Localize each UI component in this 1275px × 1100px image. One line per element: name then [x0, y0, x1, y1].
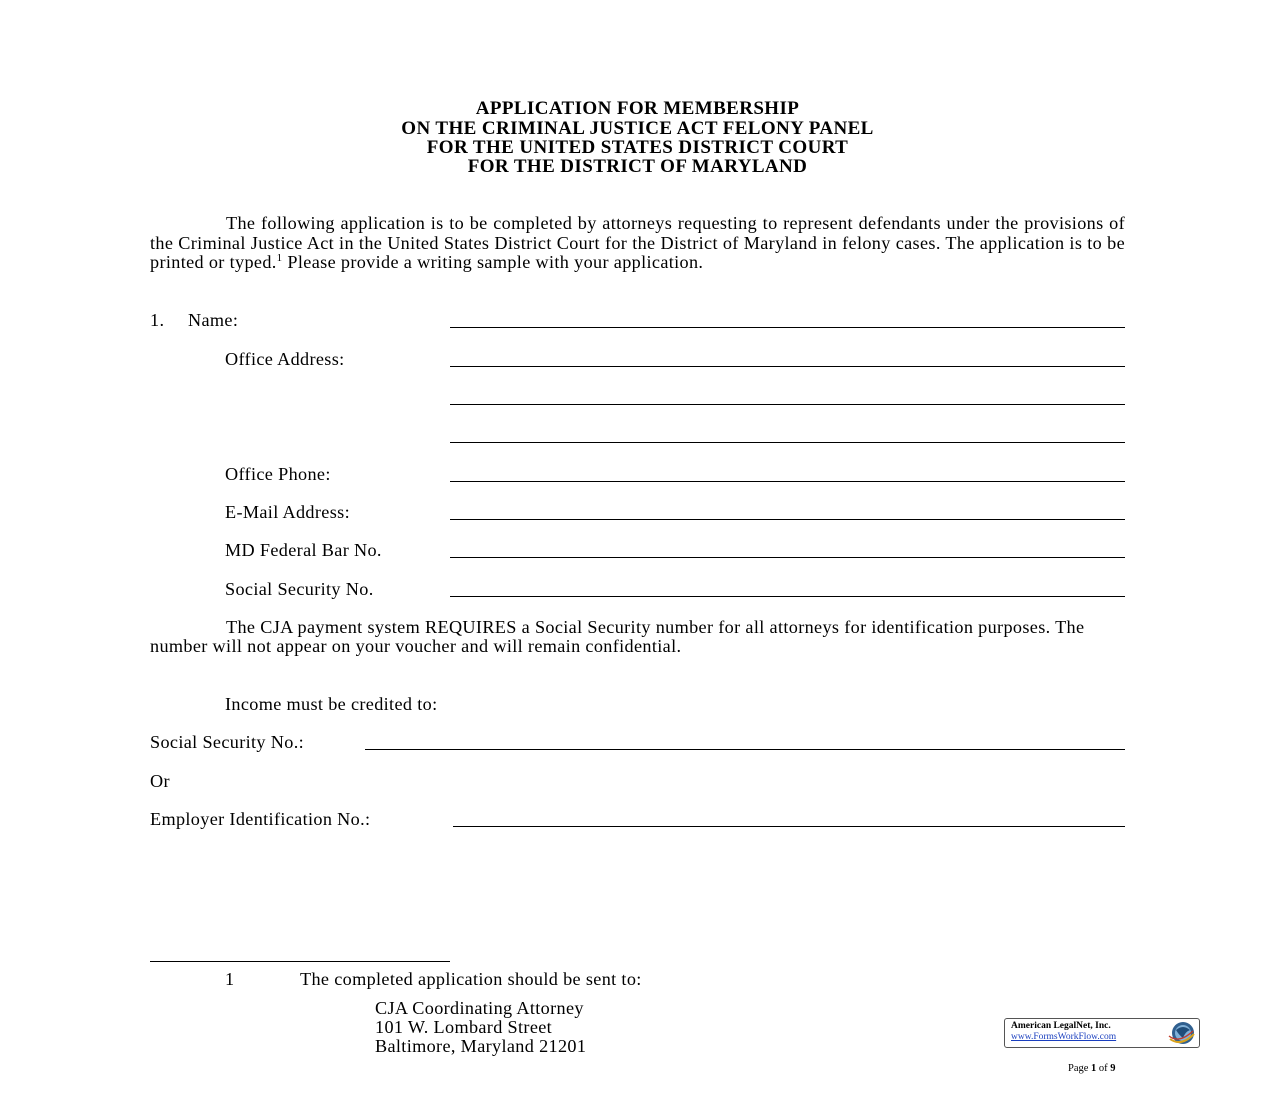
- mailing-address-line-1: CJA Coordinating Attorney: [375, 998, 584, 1018]
- intro-text: The following application is to be completed by attorneys requesting to represent defendants under the provisions of the Criminal Justice Act in the United States District Court for the District of Maryland in felony cases. The application is to be printed or typed.: [150, 213, 1125, 272]
- office-phone-field[interactable]: [450, 481, 1125, 482]
- md-federal-bar-field[interactable]: [450, 557, 1125, 558]
- intro-text-continued: Please provide a writing sample with your application.: [282, 252, 704, 272]
- email-field[interactable]: [450, 519, 1125, 520]
- page-of: of: [1098, 1063, 1108, 1074]
- intro-paragraph: [150, 214, 1125, 276]
- ssn-requirement-note: [150, 618, 1125, 656]
- ssn-requirement-text: The CJA payment system REQUIRES a Social Security number for all attorneys for identification purposes. The number will not appear on your voucher and will remain confidential.: [150, 617, 1085, 656]
- page-number: [1068, 1063, 1116, 1074]
- income-ssn-field[interactable]: [365, 749, 1125, 750]
- office-phone-label: Office Phone:: [225, 464, 331, 484]
- ein-field[interactable]: [453, 826, 1125, 827]
- item-number: 1.: [150, 310, 165, 330]
- ein-label: Employer Identification No.:: [150, 809, 371, 829]
- header-line-3: FOR THE UNITED STATES DISTRICT COURT: [426, 137, 849, 158]
- office-address-field-line-3[interactable]: [450, 442, 1125, 443]
- office-address-field-line-1[interactable]: [450, 366, 1125, 367]
- footnote-number: 1: [225, 969, 235, 989]
- page-current: 1: [1091, 1063, 1097, 1074]
- header-line-1: APPLICATION FOR MEMBERSHIP: [475, 98, 800, 119]
- name-label: Name:: [188, 310, 239, 330]
- header-line-2: ON THE CRIMINAL JUSTICE ACT FELONY PANEL: [401, 118, 874, 139]
- logo-url-link[interactable]: www.FormsWorkFlow.com: [1011, 1032, 1117, 1042]
- header-line-4: FOR THE DISTRICT OF MARYLAND: [467, 156, 808, 177]
- footnote-text: The completed application should be sent to:: [300, 969, 642, 989]
- page-prefix: Page: [1068, 1063, 1089, 1074]
- page-total: 9: [1110, 1063, 1116, 1074]
- ssn-field[interactable]: [450, 596, 1125, 597]
- ssn-label: Social Security No.: [225, 579, 374, 599]
- or-label: Or: [150, 771, 170, 791]
- income-heading: Income must be credited to:: [225, 694, 438, 714]
- income-ssn-label: Social Security No.:: [150, 732, 304, 752]
- email-label: E-Mail Address:: [225, 502, 350, 522]
- office-address-field-line-2[interactable]: [450, 404, 1125, 405]
- globe-icon: [1161, 1020, 1197, 1046]
- office-address-label: Office Address:: [225, 349, 345, 369]
- mailing-address-line-2: 101 W. Lombard Street: [375, 1017, 553, 1037]
- footnote-reference: 1: [276, 252, 283, 264]
- name-field[interactable]: [450, 327, 1125, 328]
- md-federal-bar-label: MD Federal Bar No.: [225, 540, 382, 560]
- logo-company-name: American LegalNet, Inc.: [1011, 1021, 1111, 1031]
- american-legalnet-logo[interactable]: [1004, 1018, 1200, 1048]
- footnote-separator: [150, 961, 450, 962]
- mailing-address-line-3: Baltimore, Maryland 21201: [375, 1036, 587, 1056]
